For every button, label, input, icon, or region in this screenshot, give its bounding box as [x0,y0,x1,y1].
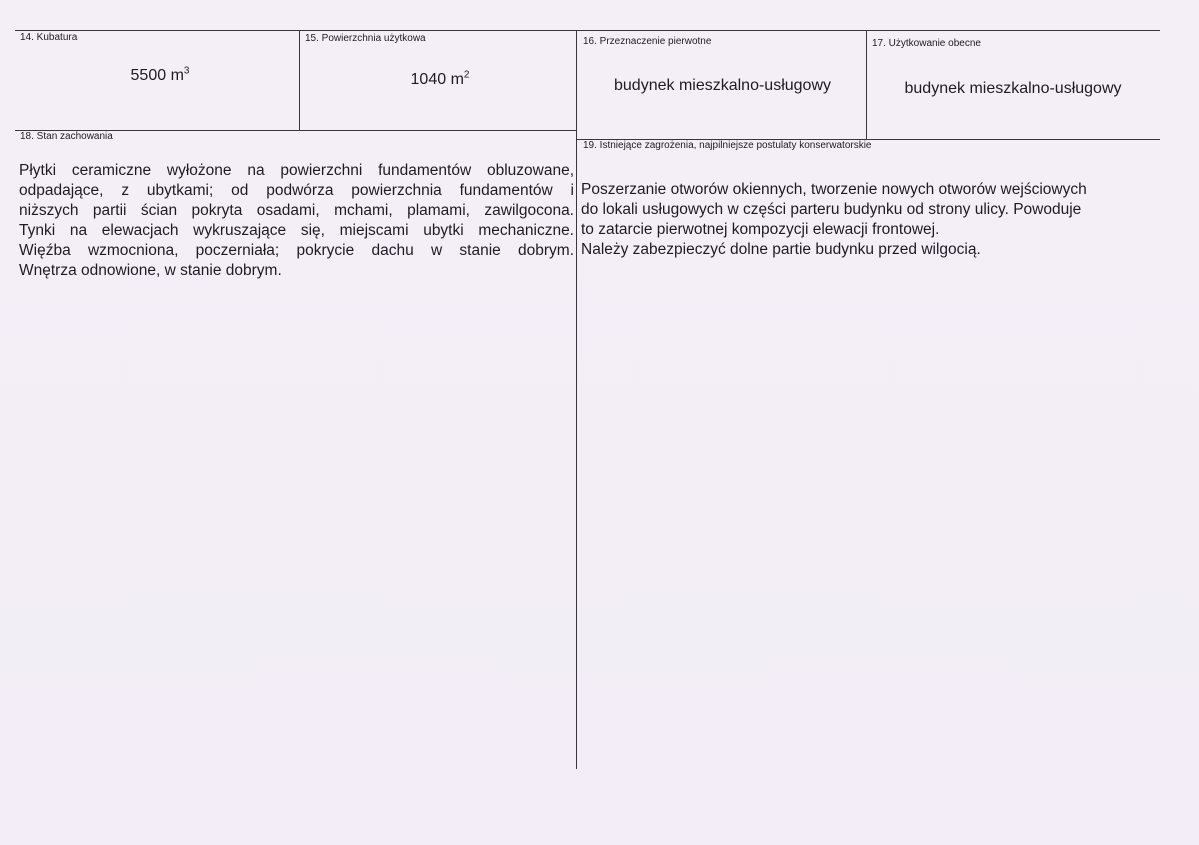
column-divider-3 [866,31,867,139]
uzytkowanie-label: 17. Użytkowanie obecne [872,38,981,49]
powierzchnia-number: 1040 m [410,71,464,88]
stan-label: 18. Stan zachowania [20,131,113,142]
przeznaczenie-label: 16. Przeznaczenie pierwotne [583,36,712,47]
powierzchnia-exponent: 2 [463,69,470,81]
zagrozenia-line: Poszerzanie otworów okiennych, tworzenie nowych otworów wejściowych [581,181,1087,198]
powierzchnia-value [390,70,490,90]
zagrozenia-line: do lokali usługowych w części parteru budynku od strony ulicy. Powoduje [581,201,1082,218]
uzytkowanie-value: budynek mieszkalno-usługowy [904,80,1122,97]
zagrozenia-line: to zatarcie pierwotnej kompozycji elewacji frontowej. [581,221,940,238]
stan-line: odpadające, z ubytkami; od podwórza powierzchnia fundamentów i [19,182,574,199]
kubatura-value [110,66,210,86]
top-border-line [15,30,1160,31]
stan-line: niższych partii ścian pokryta osadami, mchami, plamami, zawilgocona. [19,202,574,219]
kubatura-number: 5500 m [130,67,184,84]
stan-paragraph [19,161,574,281]
stan-line: Tynki na elewacjach wykruszające się, miejscami ubytki mechaniczne. [19,222,574,239]
kubatura-exponent: 3 [183,65,190,77]
column-divider-1 [299,31,300,131]
zagrozenia-line: Należy zabezpieczyć dolne partie budynku przed wilgocią. [581,241,981,258]
powierzchnia-label: 15. Powierzchnia użytkowa [305,33,426,44]
kubatura-label: 14. Kubatura [20,32,78,43]
stan-line: Wnętrza odnowione, w stanie dobrym. [19,262,282,279]
zagrozenia-paragraph [581,180,1161,260]
stan-line: Więźba wzmocniona, poczerniała; pokrycie dachu w stanie dobrym. [19,242,574,259]
column-divider-main [576,31,577,769]
zagrozenia-label: 19. Istniejące zagrożenia, najpilniejsze postulaty konserwatorskie [583,140,872,151]
przeznaczenie-value: budynek mieszkalno-usługowy [614,77,831,94]
stan-line: Płytki ceramiczne wyłożone na powierzchni fundamentów obluzowane, [19,162,574,179]
